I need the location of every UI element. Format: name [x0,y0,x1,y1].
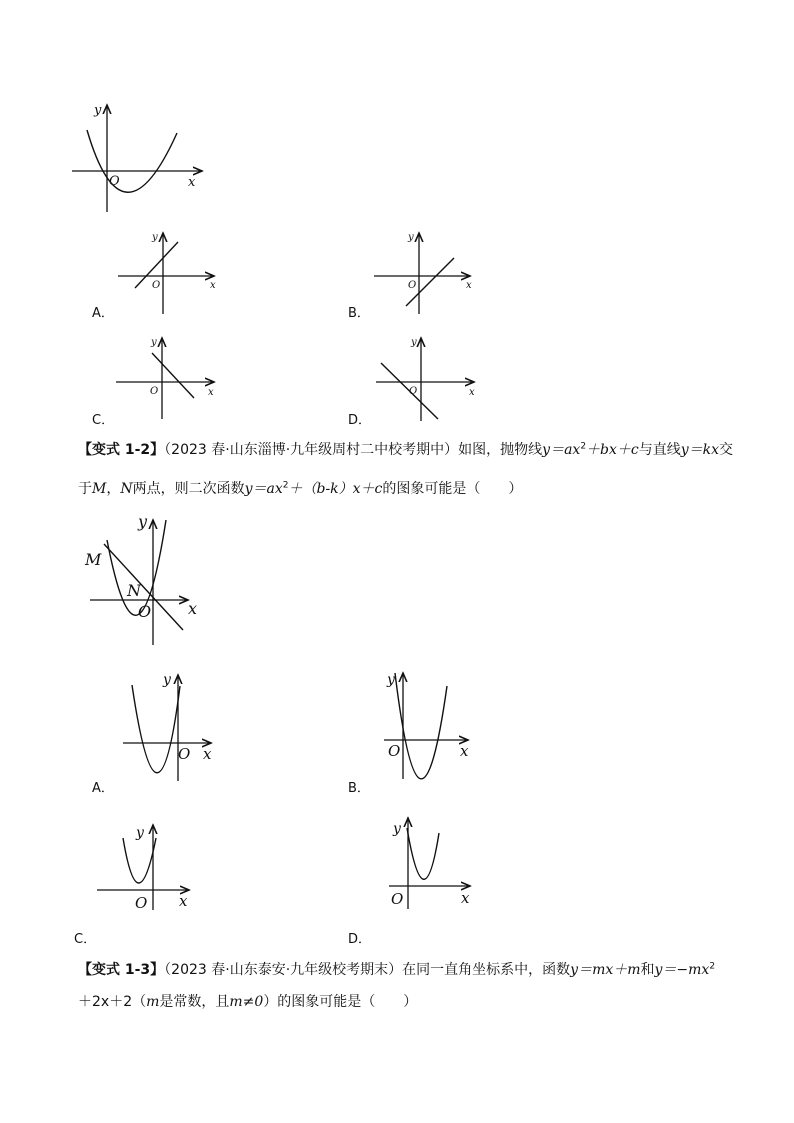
svg-text:O: O [388,742,401,760]
option-1-2-d-graph[interactable] [385,813,485,913]
svg-text:O: O [178,745,191,763]
option-d-label[interactable]: D． [348,413,372,428]
svg-text:x: x [179,892,188,910]
option-b-graph[interactable] [366,228,476,318]
option-1-2-a-graph[interactable] [118,670,218,785]
svg-text:O: O [408,280,417,291]
svg-text:y: y [387,672,395,688]
problem-1-2-line1: 【变式 1-2】（2023 春·山东淄博·九年级周村二中校考期中）如图，抛物线$y=ax^2+bx+c$与直线y＝kx交 [78,441,734,458]
point-n-label: N [127,581,141,600]
svg-text:y: y [138,512,148,531]
option-a-graph[interactable] [110,228,220,318]
point-m-label: M [85,550,102,569]
svg-text:O: O [109,174,120,189]
svg-text:O: O [391,890,404,908]
option-b-label[interactable]: B． [348,306,370,321]
problem-1-2-tag: 【变式 1-2】 [78,442,165,458]
option-1-2-c-label[interactable]: C． [74,932,97,947]
option-1-2-d-label[interactable]: D． [348,932,372,947]
option-1-2-c-graph[interactable] [93,820,203,915]
svg-text:x: x [188,175,196,190]
svg-text:x: x [188,599,198,618]
svg-text:y: y [151,337,157,348]
svg-text:x: x [466,280,472,291]
svg-text:x: x [210,280,216,291]
svg-text:O: O [138,602,152,621]
option-a-label[interactable]: A． [92,306,114,321]
option-1-2-b-label[interactable]: B． [348,781,370,796]
svg-text:y: y [136,825,144,841]
svg-text:x: x [203,745,212,763]
svg-text:x: x [469,387,475,398]
svg-text:x: x [208,387,214,398]
svg-text:O: O [150,386,159,397]
problem-1-3-line1: 【变式 1-3】（2023 春·山东泰安·九年级校考期末）在同一直角坐标系中，函数y＝mx＋m和$y=-mx^2$ [78,961,716,978]
option-d-graph[interactable] [366,333,481,423]
svg-text:y: y [408,232,414,243]
problem-1-2-line2: 于M，N两点，则二次函数$y=ax^2+(b-k)x+c$的图象可能是（ ） [78,480,523,497]
problem-1-3-source: （2023 春·山东泰安·九年级校考期末） [164,962,403,978]
figure-parabola-main [60,95,210,215]
svg-text:O: O [409,386,418,397]
svg-text:O: O [135,894,148,912]
option-c-label[interactable]: C． [92,413,115,428]
figure-parabola-line-mn [80,510,210,650]
svg-text:x: x [460,742,469,760]
option-c-graph[interactable] [110,333,220,423]
problem-1-3-line2: ＋2x＋2（m是常数，且m≠0）的图象可能是（ ） [78,994,418,1010]
svg-text:y: y [94,103,102,118]
problem-1-2-source: （2023 春·山东淄博·九年级周村二中校考期中） [164,442,459,458]
problem-1-3-tag: 【变式 1-3】 [78,962,165,978]
svg-text:y: y [152,232,158,243]
svg-text:y: y [393,821,401,837]
option-1-2-a-label[interactable]: A． [92,781,114,796]
svg-text:y: y [411,337,417,348]
svg-text:x: x [461,889,470,907]
option-1-2-b-graph[interactable] [380,668,480,783]
svg-text:y: y [163,672,171,688]
svg-text:O: O [152,280,161,291]
